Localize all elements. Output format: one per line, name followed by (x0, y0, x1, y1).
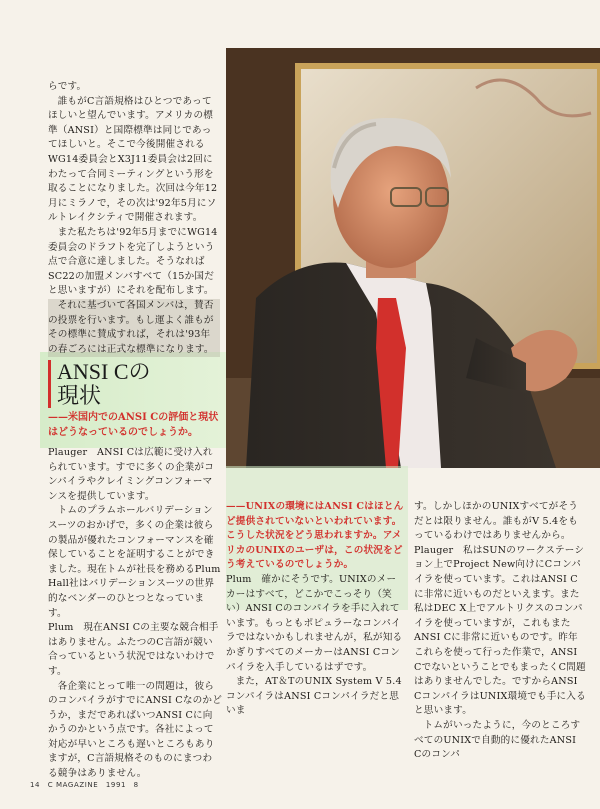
paragraph: らです。 (48, 81, 87, 92)
column-1-upper (48, 80, 220, 357)
interview-question-2: ——UNIXの環境にはANSI Cはほとんど提供されていないといわれています。こうした状況をどう思われますか。アメリカのUNIXのユーザは，この状況をどう考えているのでしょうか。 (226, 501, 404, 571)
paragraph: また私たちは'92年5月までにWG14委員会のドラフトを完了しようという点で合意に達しました。そうなれば SC22の加盟メンバすべて（15か国だと思いますが）にそれを配布します。 (48, 226, 218, 297)
interview-photo (226, 48, 600, 468)
column-2 (226, 500, 404, 719)
paragraph: 誰もがC言語規格はひとつであってほしいと望んでいます。アメリカの標準（ANSI）と国際標準は同じであってほしいと。そこで今後開催されるWG14委員会とX3J11委員会は2回にわたって合同ミーティングという形を取ることになりました。次回は今年12月にミラノで，その次は'92年5月にソルトレイクシティで開催されます。 (48, 95, 218, 224)
column-1-lower (48, 446, 222, 782)
interview-question-1: ——米国内でのANSI Cの評価と現状はどうなっているのでしょうか。 (48, 412, 219, 438)
paragraph: Plauger ANSI Cは広範に受け入れられています。すでに多くの企業がコンパイラやクレイミングコンフォーマンスを提供しています。 (48, 447, 215, 502)
paragraph: それに基づいて各国メンバは，賛否の投票を行います。もし運よく誰もがその標準に賛成すれば，それは'93年の春ごろには正式な標準になります。 (48, 299, 220, 357)
page-footer: 14 C MAGAZINE 1991 8 (30, 781, 139, 789)
column-3 (414, 500, 586, 763)
paragraph: Plum 現在ANSI Cの主要な競合相手はありません。ふたつのC言語が競い合っているという状況ではないわけです。 (48, 622, 219, 677)
paragraph: トムのプラムホールバリデーションスーツのおかげで，多くの企業は彼らの製品が優れたコンフォーマンスを確保していることを証明することができました。現在トムが社長を務めるPlum Hall社はバリデーションスーツの世界的なベンダーのひとつとなっています。 (48, 505, 221, 619)
paragraph: 各企業にとって唯一の問題は，彼らのコンパイラがすでにANSI Cなのかどうか，まだであればいつANSI Cに向かうのかという点です。各社によって対応が早いところも遅いところもありますが，C言語規格そのものにまつわる競争はありません。 (48, 680, 223, 780)
paragraph: Plum 確かにそうです。UNIXのメーカーはすべて，どこかでこっそり（笑い）ANSI Cのコンパイラを手に入れています。もっともポピュラーなコンパイラではないかもしれませんが，私が知るかぎりすべてのメーカーはANSI Cコンパイラを入手しているはずです。 (226, 573, 403, 673)
paragraph: Plauger 私はSUNのワークステーション上でProject New向けにCコンパイラを使っています。これはANSI Cに非常に近いものだといえます。また私はDEC X上でアルトリクスのコンパイラを使っていますが，これもまたANSI Cに非常に近いものです。昨年これらを使って行った作業で，ANSI CでないということでもまったくC問題はありませんでした。ですからANSI CコンパイラはUNIX環境でも手に入ると思います。 (414, 544, 586, 717)
section-heading-line2: 現状 (57, 383, 102, 408)
section-heading-line1: ANSI Cの (57, 359, 151, 384)
section-heading (48, 360, 151, 408)
paragraph: トムがいったように，今のところすべてのUNIXで自動的に優れたANSI Cのコンパ (414, 719, 581, 761)
paragraph: す。しかしほかのUNIXすべてがそうだとは限りません。誰もがV 5.4をもっているわけではありませんから。 (414, 501, 579, 542)
paragraph: また，AT＆TのUNIX System V 5.4コンパイラはANSI Cコンパイラだと思いま (226, 676, 402, 717)
